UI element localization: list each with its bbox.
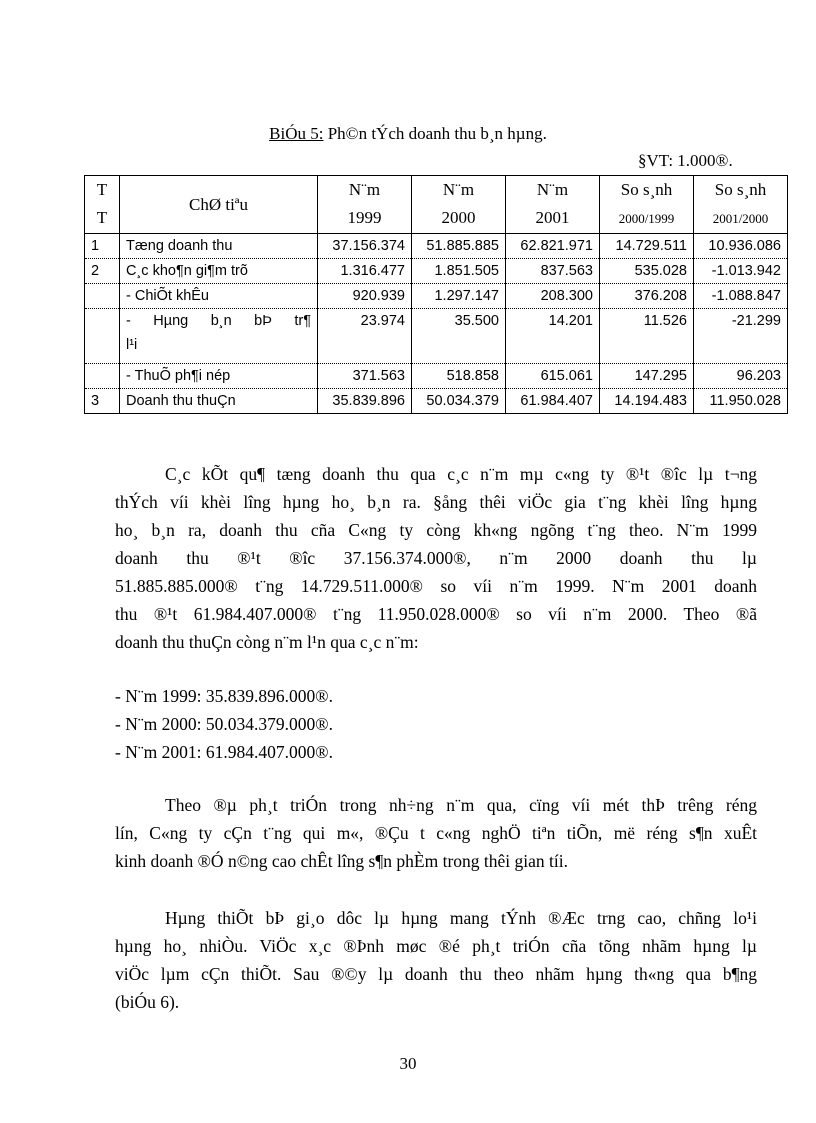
table-row: - ThuÕ ph¶i nép 371.563 518.858 615.061 147.295 96.203 (85, 364, 788, 389)
table-row: - Hµng b¸n bÞ tr¶ l¹i 23.974 35.500 14.201 11.526 -21.299 (85, 309, 788, 364)
net-revenue-list (115, 682, 333, 766)
table-row: 2 C¸c kho¶n gi¶m trõ 1.316.477 1.851.505 837.563 535.028 -1.013.942 (85, 259, 788, 284)
header-stt: T T (85, 176, 120, 234)
header-name: ChØ tiªu (120, 176, 318, 234)
list-item: - N¨m 1999: 35.839.896.000®. (115, 686, 333, 706)
header-compare-1: So s¸nh 2000/1999 (600, 176, 694, 234)
table-caption (0, 124, 816, 144)
revenue-table (84, 175, 788, 414)
header-2000: N¨m 2000 (412, 176, 506, 234)
paragraph-development: Theo ®µ ph¸t triÓn trong nh÷ng n¨m qua, cïng víi mét thÞ trêng réng lín, C«ng ty cÇn t¨ng qui m«, ®Çu t c«ng nghÖ tiªn tiÕn, më réng s¶n xuÊt kinh doanh ®Ó n©ng cao chÊt lîng s¶n phÈm trong thêi gian tíi. (115, 795, 757, 871)
paragraph-product-groups: Hµng thiÕt bÞ gi¸o dôc lµ hµng mang tÝnh ®Æc trng cao, chñng lo¹i hµng ho¸ nhiÒu. ViÖc x¸c ®Þnh møc ®é ph¸t triÓn cña tõng nhãm hµng lµ viÖc lµm cÇn thiÕt. Sau ®©y lµ doanh thu theo nhãm hµng th«ng qua b¶ng (biÓu 6). (115, 908, 757, 1012)
caption-title: Ph©n tÝch doanh thu b¸n hµng. (323, 124, 547, 143)
table-row: 3 Doanh thu thuÇn 35.839.896 50.034.379 61.984.407 14.194.483 11.950.028 (85, 389, 788, 414)
list-item: - N¨m 2001: 61.984.407.000®. (115, 742, 333, 762)
header-compare-2: So s¸nh 2001/2000 (694, 176, 788, 234)
caption-label: BiÓu 5: (269, 124, 324, 143)
header-2001: N¨m 2001 (506, 176, 600, 234)
page-number: 30 (399, 1054, 417, 1073)
paragraph-revenue-results: C¸c kÕt qu¶ tæng doanh thu qua c¸c n¨m mµ c«ng ty ®¹t ®îc lµ t¬ng thÝch víi khèi lîng hµng ho¸ b¸n ra. §ång thêi viÖc gia t¨ng khèi lîng hµng ho¸ b¸n ra, doanh thu cña C«ng ty còng kh«ng ngõng t¨ng theo. N¨m 1999 doanh thu ®¹t ®îc 37.156.374.000®, n¨m 2000 doanh thu lµ 51.885.885.000® t¨ng 14.729.511.000® so víi n¨m 1999. N¨m 2001 doanh thu ®¹t 61.984.407.000® t¨ng 11.950.028.000® so víi n¨m 2000. Theo ®ã doanh thu thuÇn còng n¨m l¹n qua c¸c n¨m: (115, 464, 757, 652)
header-1999: N¨m 1999 (318, 176, 412, 234)
table-row: 1 Tæng doanh thu 37.156.374 51.885.885 62.821.971 14.729.511 10.936.086 (85, 234, 788, 259)
list-item: - N¨m 2000: 50.034.379.000®. (115, 714, 333, 734)
table-header-row (85, 176, 788, 234)
unit-label: §VT: 1.000®. (638, 151, 733, 170)
table-row: - ChiÕt khÊu 920.939 1.297.147 208.300 376.208 -1.088.847 (85, 284, 788, 309)
